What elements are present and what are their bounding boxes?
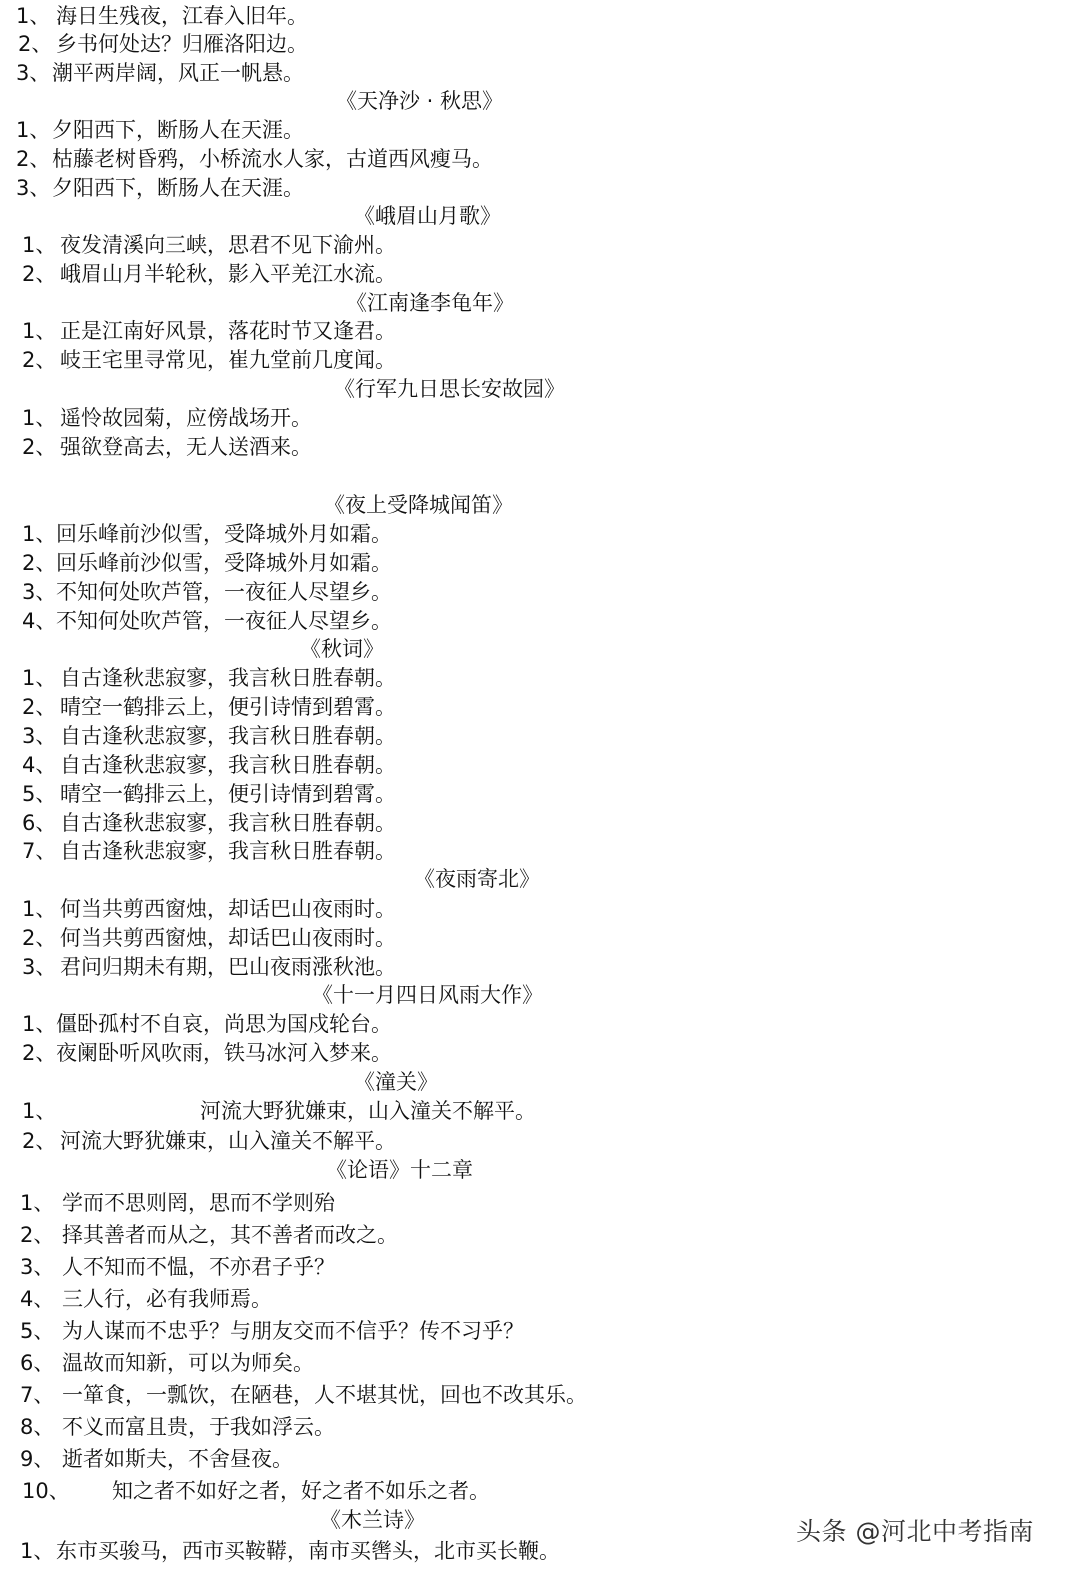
- verse-line: [0, 230, 1080, 260]
- line-number: 6、: [20, 1351, 55, 1375]
- verse-line: [0, 952, 1080, 982]
- line-number: 2、: [22, 1129, 57, 1153]
- line-text: 自古逢秋悲寂寥，我言秋日胜春朝。: [60, 666, 396, 690]
- line-text: 夕阳西下，断肠人在天涯。: [52, 176, 304, 200]
- line-number: 6、: [22, 811, 57, 835]
- verse-line: [0, 1252, 1080, 1282]
- line-text: 人不知而不愠，不亦君子乎？: [62, 1255, 335, 1279]
- line-text: 为人谋而不忠乎？与朋友交而不信乎？传不习乎？: [62, 1319, 524, 1343]
- verse-line: [0, 923, 1080, 953]
- verse-line: [0, 519, 1080, 549]
- line-text: 夕阳西下，断肠人在天涯。: [52, 118, 304, 142]
- verse-line: [0, 1009, 1080, 1039]
- line-text: 自古逢秋悲寂寥，我言秋日胜春朝。: [60, 724, 396, 748]
- line-number: 1、: [22, 897, 57, 921]
- verse-line: [0, 58, 1080, 88]
- line-text: 不知何处吹芦管，一夜征人尽望乡。: [56, 609, 392, 633]
- line-text: 东市买骏马，西市买鞍鞯，南市买辔头，北市买长鞭。: [56, 1539, 560, 1563]
- line-text: 三人行，必有我师焉。: [62, 1287, 272, 1311]
- verse-line: [0, 750, 1080, 780]
- line-number: 1、: [22, 1099, 57, 1123]
- section-title: 《十一月四日风雨大作》: [312, 983, 543, 1007]
- verse-line: [0, 1348, 1080, 1378]
- line-text: 学而不思则罔，思而不学则殆: [62, 1191, 335, 1215]
- verse-line: [0, 1126, 1080, 1156]
- section-title: 《峨眉山月歌》: [354, 204, 501, 228]
- line-number: 2、: [22, 926, 57, 950]
- verse-line: [0, 1316, 1080, 1346]
- line-number: 2、: [22, 262, 57, 286]
- line-text: 夜发清溪向三峡，思君不见下渝州。: [60, 233, 396, 257]
- line-text: 夜阑卧听风吹雨，铁马冰河入梦来。: [56, 1041, 392, 1065]
- verse-line: [0, 1380, 1080, 1410]
- line-text: 何当共剪西窗烛，却话巴山夜雨时。: [60, 926, 396, 950]
- verse-line: [0, 1220, 1080, 1250]
- verse-line: [0, 345, 1080, 375]
- verse-line: [0, 259, 1080, 289]
- line-number: 1、: [22, 666, 57, 690]
- line-number: 2、: [20, 1223, 55, 1247]
- line-number: 3、: [22, 580, 57, 604]
- line-number: 7、: [22, 839, 57, 863]
- verse-line: [0, 577, 1080, 607]
- line-number: 3、: [22, 955, 57, 979]
- line-text: 自古逢秋悲寂寥，我言秋日胜春朝。: [60, 839, 396, 863]
- verse-line: [0, 173, 1080, 203]
- line-number: 5、: [20, 1319, 55, 1343]
- line-text: 君问归期未有期，巴山夜雨涨秋池。: [60, 955, 396, 979]
- line-number: 2、: [22, 435, 57, 459]
- verse-line: [0, 692, 1080, 722]
- section-title: 《江南逢李龟年》: [346, 291, 514, 315]
- line-text: 遥怜故园菊，应傍战场开。: [60, 406, 312, 430]
- verse-line: [0, 432, 1080, 462]
- line-number: 3、: [16, 61, 51, 85]
- verse-line: [0, 1096, 1080, 1126]
- line-number: 1、: [20, 1191, 55, 1215]
- verse-line: [0, 316, 1080, 346]
- line-number: 1、: [20, 1539, 55, 1563]
- line-number: 5、: [22, 782, 57, 806]
- verse-line: [0, 1412, 1080, 1442]
- line-text: 海日生残夜，江春入旧年。: [56, 4, 308, 28]
- section-title: 《木兰诗》: [320, 1508, 425, 1532]
- line-number: 3、: [20, 1255, 55, 1279]
- verse-line: [0, 894, 1080, 924]
- verse-line: [0, 29, 1080, 59]
- line-text: 不知何处吹芦管，一夜征人尽望乡。: [56, 580, 392, 604]
- line-text: 何当共剪西窗烛，却话巴山夜雨时。: [60, 897, 396, 921]
- verse-line: [0, 1284, 1080, 1314]
- line-number: 2、: [22, 551, 57, 575]
- line-number: 10、: [22, 1479, 70, 1503]
- line-number: 2、: [22, 1041, 57, 1065]
- line-number: 2、: [18, 32, 53, 56]
- section-title: 《行军九日思长安故园》: [334, 377, 565, 401]
- line-text: 不义而富且贵，于我如浮云。: [62, 1415, 335, 1439]
- section-title: 《夜上受降城闻笛》: [324, 493, 513, 517]
- section-title: 《秋词》: [300, 637, 384, 661]
- line-text: 强欲登高去，无人送酒来。: [60, 435, 312, 459]
- line-number: 4、: [22, 753, 57, 777]
- line-text: 回乐峰前沙似雪，受降城外月如霜。: [56, 522, 392, 546]
- verse-line: [0, 1188, 1080, 1218]
- line-number: 1、: [16, 4, 51, 28]
- line-text: 河流大野犹嫌束，山入潼关不解平。: [200, 1099, 536, 1123]
- section-title: 《论语》十二章: [326, 1158, 473, 1182]
- section-title: 《天净沙 · 秋思》: [336, 89, 504, 113]
- line-text: 正是江南好风景，落花时节又逢君。: [60, 319, 396, 343]
- line-text: 逝者如斯夫，不舍昼夜。: [62, 1447, 293, 1471]
- line-number: 1、: [22, 1012, 57, 1036]
- line-number: 1、: [22, 233, 57, 257]
- line-number: 2、: [22, 695, 57, 719]
- watermark: 头条 @河北中考指南: [796, 1517, 1034, 1546]
- line-text: 枯藤老树昏鸦，小桥流水人家，古道西风瘦马。: [52, 147, 493, 171]
- section-title: 《潼关》: [354, 1070, 438, 1094]
- line-number: 1、: [22, 319, 57, 343]
- line-text: 晴空一鹤排云上，便引诗情到碧霄。: [60, 782, 396, 806]
- verse-line: [0, 1, 1080, 31]
- verse-line: [0, 403, 1080, 433]
- line-text: 晴空一鹤排云上，便引诗情到碧霄。: [60, 695, 396, 719]
- verse-line: [0, 808, 1080, 838]
- line-number: 2、: [22, 348, 57, 372]
- line-text: 潮平两岸阔，风正一帆悬。: [52, 61, 304, 85]
- line-text: 乡书何处达？归雁洛阳边。: [56, 32, 308, 56]
- verse-line: [0, 721, 1080, 751]
- line-text: 择其善者而从之，其不善者而改之。: [62, 1223, 398, 1247]
- section-title: 《夜雨寄北》: [414, 867, 540, 891]
- verse-line: [0, 1476, 1080, 1506]
- line-number: 1、: [16, 118, 51, 142]
- line-number: 4、: [20, 1287, 55, 1311]
- line-text: 自古逢秋悲寂寥，我言秋日胜春朝。: [60, 811, 396, 835]
- line-text: 河流大野犹嫌束，山入潼关不解平。: [60, 1129, 396, 1153]
- line-text: 知之者不如好之者，好之者不如乐之者。: [112, 1479, 490, 1503]
- line-text: 自古逢秋悲寂寥，我言秋日胜春朝。: [60, 753, 396, 777]
- verse-line: [0, 144, 1080, 174]
- verse-line: [0, 115, 1080, 145]
- line-number: 1、: [22, 522, 57, 546]
- line-number: 3、: [22, 724, 57, 748]
- line-number: 4、: [22, 609, 57, 633]
- line-number: 3、: [16, 176, 51, 200]
- line-number: 1、: [22, 406, 57, 430]
- line-number: 8、: [20, 1415, 55, 1439]
- verse-line: [0, 663, 1080, 693]
- line-text: 回乐峰前沙似雪，受降城外月如霜。: [56, 551, 392, 575]
- line-text: 温故而知新，可以为师矣。: [62, 1351, 314, 1375]
- line-text: 一箪食，一瓢饮，在陋巷，人不堪其忧，回也不改其乐。: [62, 1383, 587, 1407]
- line-number: 7、: [20, 1383, 55, 1407]
- line-number: 2、: [16, 147, 51, 171]
- verse-line: [0, 836, 1080, 866]
- line-text: 岐王宅里寻常见，崔九堂前几度闻。: [60, 348, 396, 372]
- verse-line: [0, 1038, 1080, 1068]
- line-number: 9、: [20, 1447, 55, 1471]
- line-text: 僵卧孤村不自哀，尚思为国戍轮台。: [56, 1012, 392, 1036]
- line-text: 峨眉山月半轮秋，影入平羌江水流。: [60, 262, 396, 286]
- verse-line: [0, 548, 1080, 578]
- verse-line: [0, 1444, 1080, 1474]
- verse-line: [0, 606, 1080, 636]
- verse-line: [0, 779, 1080, 809]
